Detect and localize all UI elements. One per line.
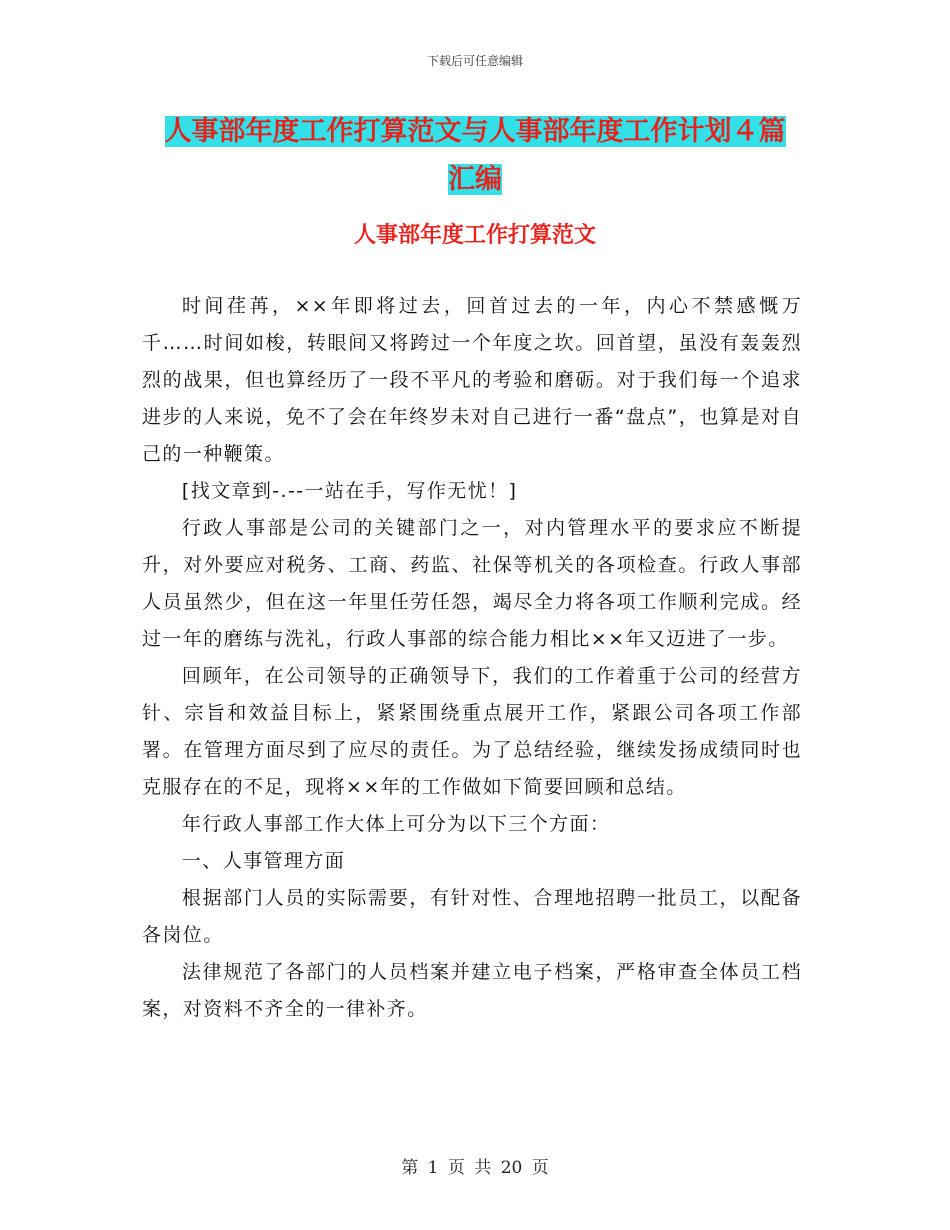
- body-text: [142, 288, 802, 1028]
- paragraph: 法律规范了各部门的人员档案并建立电子档案，严格审查全体员工档案，对资料不齐全的一律补齐。: [142, 961, 802, 1020]
- paragraph: 时间荏苒，××年即将过去，回首过去的一年，内心不禁感慨万千……时间如梭，转眼间又将跨过一个年度之坎。回首望，虽没有轰轰烈烈的战果，但也算经历了一段不平凡的考验和磨砺。对于我们每一个追求进步的人来说，免不了会在年终岁未对自己进行一番“盘点”，也算是对自己的一种鞭策。: [142, 295, 802, 465]
- section-title: 人事部年度工作打算范文: [353, 223, 596, 248]
- paragraph: 根据部门人员的实际需要，有针对性、合理地招聘一批员工，以配备各岗位。: [142, 887, 802, 946]
- paragraph: 回顾年，在公司领导的正确领导下，我们的工作着重于公司的经营方针、宗旨和效益目标上，紧紧围绕重点展开工作，紧跟公司各项工作部署。在管理方面尽到了应尽的责任。为了总结经验，继续发扬成绩同时也克服存在的不足，现将××年的工作做如下简要回顾和总结。: [142, 665, 802, 798]
- document-title-line-2: 汇编: [448, 164, 502, 195]
- paragraph: [找文章到-.--一站在手，写作无忧！]: [181, 480, 518, 502]
- document-title: [140, 108, 810, 204]
- document-title-line-1: 人事部年度工作打算范文与人事部年度工作计划４篇: [164, 116, 786, 147]
- header-note: 下载后可任意编辑: [426, 54, 523, 68]
- page-footer: 第 1 页 共 20 页: [401, 1158, 549, 1178]
- paragraph: 一、人事管理方面: [181, 850, 346, 872]
- paragraph: 年行政人事部工作大体上可分为以下三个方面：: [181, 813, 611, 835]
- paragraph: 行政人事部是公司的关键部门之一，对内管理水平的要求应不断提升，对外要应对税务、工商、药监、社保等机关的各项检查。行政人事部人员虽然少，但在这一年里任劳任怨，竭尽全力将各项工作顺利完成。经过一年的磨练与洗礼，行政人事部的综合能力相比××年又迈进了一步。: [142, 517, 802, 650]
